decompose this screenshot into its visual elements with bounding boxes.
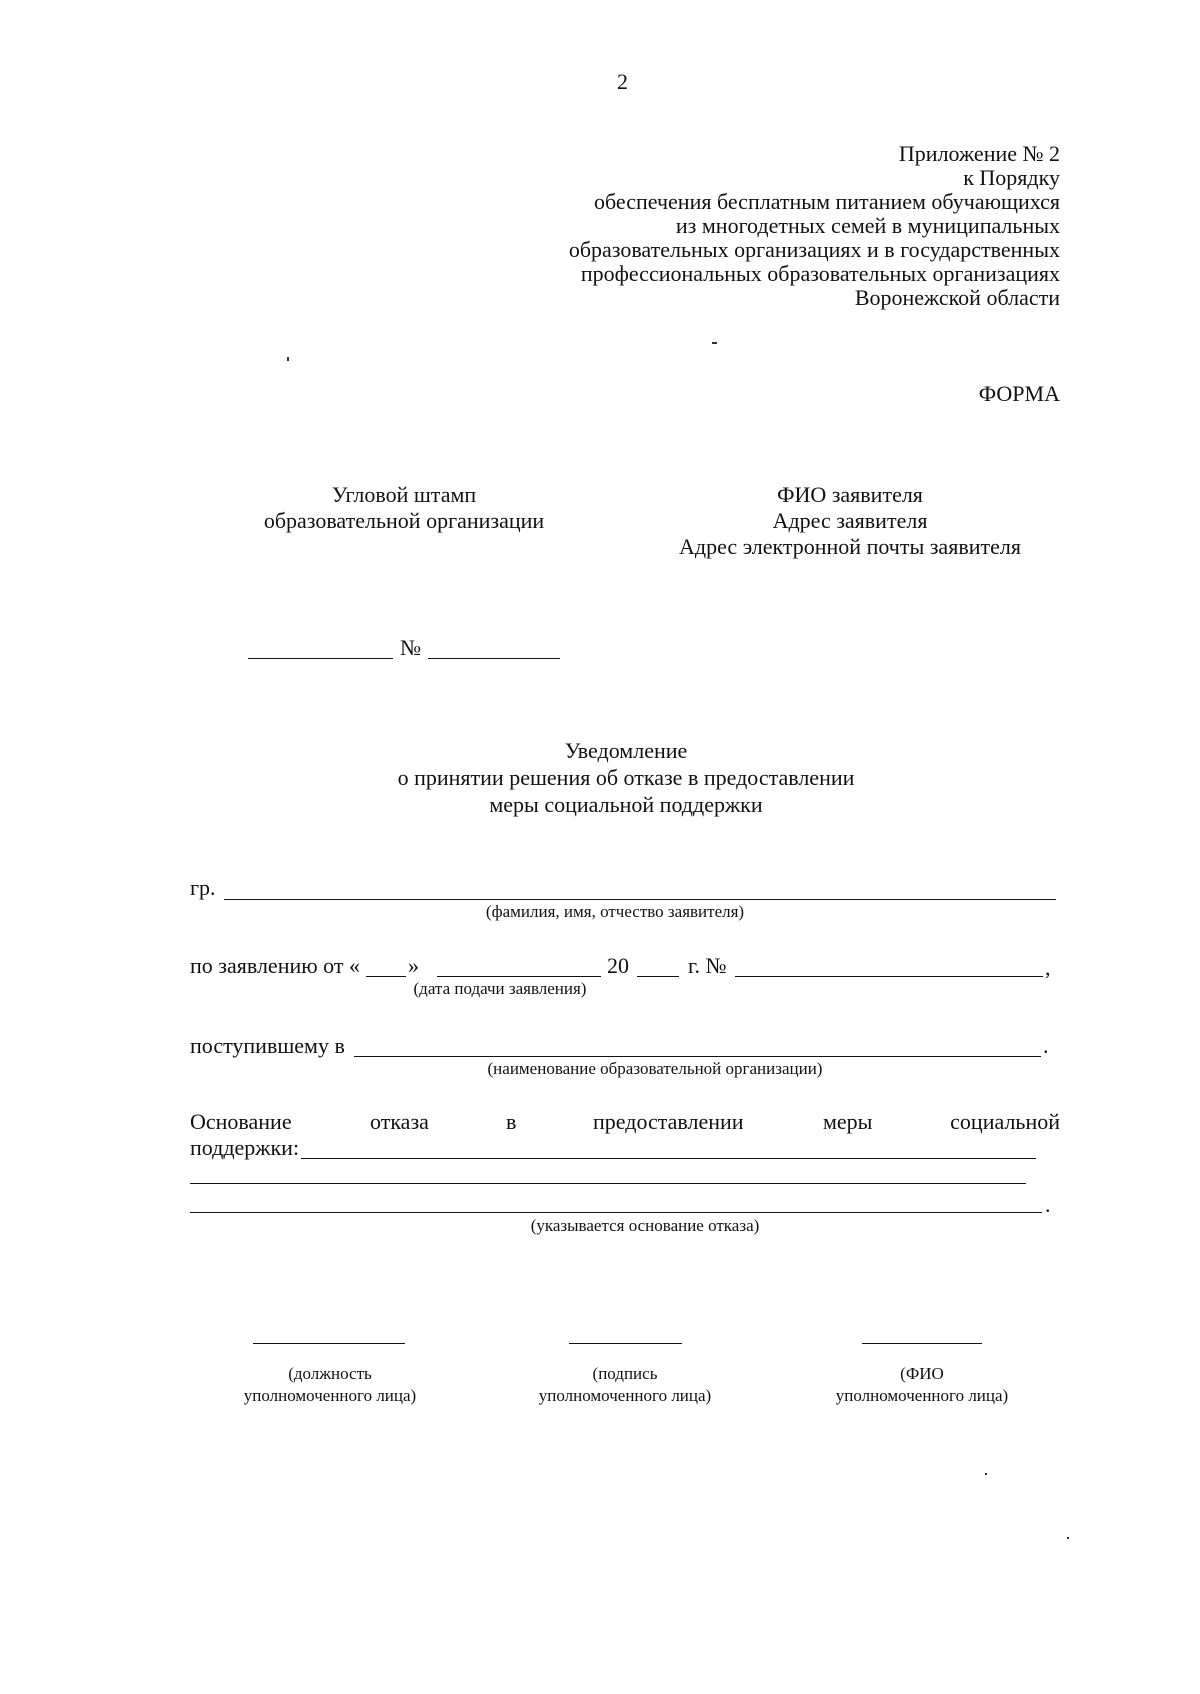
basis-word: отказа bbox=[370, 1109, 429, 1134]
document-title: Уведомление bbox=[564, 738, 688, 763]
application-month-field[interactable] bbox=[437, 976, 601, 977]
name-caption: уполномоченного лица) bbox=[835, 1386, 1009, 1405]
appendix-line: обеспечения бесплатным питанием обучающихся bbox=[594, 189, 1060, 214]
received-period: . bbox=[1043, 1033, 1049, 1058]
basis-field-line-1[interactable] bbox=[301, 1158, 1036, 1159]
application-year-prefix: 20 bbox=[607, 953, 629, 978]
form-label: ФОРМА bbox=[978, 381, 1060, 406]
basis-word: в bbox=[506, 1109, 517, 1134]
basis-word: Основание bbox=[190, 1109, 292, 1134]
application-year-suffix: г. № bbox=[688, 953, 727, 978]
application-number-field[interactable] bbox=[735, 976, 1043, 977]
page-number: 2 bbox=[617, 69, 628, 94]
basis-period: . bbox=[1045, 1192, 1051, 1217]
basis-word: предоставлении bbox=[593, 1109, 744, 1134]
appendix-line: из многодетных семей в муниципальных bbox=[675, 213, 1060, 238]
basis-field-line-3[interactable] bbox=[190, 1212, 1042, 1213]
application-comma: , bbox=[1045, 955, 1051, 980]
application-prefix: по заявлению от « bbox=[190, 953, 360, 978]
organization-field[interactable] bbox=[354, 1056, 1041, 1057]
document-title: меры социальной поддержки bbox=[489, 792, 763, 817]
reg-number-field[interactable] bbox=[428, 658, 560, 659]
scan-speck bbox=[1067, 1537, 1069, 1539]
basis-word: меры bbox=[823, 1109, 873, 1134]
application-caption: (дата подачи заявления) bbox=[413, 979, 587, 998]
position-caption: уполномоченного лица) bbox=[243, 1386, 417, 1405]
stamp-label: образовательной организации bbox=[263, 508, 545, 533]
application-close-quote: » bbox=[408, 953, 419, 978]
applicant-email-label: Адрес электронной почты заявителя bbox=[679, 534, 1021, 559]
signature-caption: уполномоченного лица) bbox=[538, 1386, 712, 1405]
appendix-line: профессиональных образовательных организациях bbox=[580, 261, 1060, 286]
citizen-name-field[interactable] bbox=[224, 899, 1056, 900]
citizen-caption: (фамилия, имя, отчество заявителя) bbox=[485, 902, 745, 921]
scan-speck bbox=[712, 342, 717, 344]
application-day-field[interactable] bbox=[366, 976, 406, 977]
signature-caption: (подпись bbox=[592, 1364, 658, 1383]
scan-speck bbox=[985, 1473, 987, 1475]
received-prefix: поступившему в bbox=[190, 1033, 345, 1058]
signature-line[interactable] bbox=[569, 1343, 682, 1344]
appendix-line: образовательных организациях и в государственных bbox=[568, 237, 1060, 262]
scan-speck bbox=[287, 357, 289, 361]
basis-caption: (указывается основание отказа) bbox=[530, 1216, 760, 1235]
reg-number-sign: № bbox=[400, 635, 421, 660]
basis-line2-prefix: поддержки: bbox=[190, 1135, 300, 1160]
stamp-label: Угловой штамп bbox=[331, 482, 477, 507]
received-caption: (наименование образовательной организации) bbox=[487, 1059, 823, 1078]
applicant-address-label: Адрес заявителя bbox=[772, 508, 928, 533]
citizen-prefix: гр. bbox=[190, 875, 216, 900]
appendix-line: Приложение № 2 bbox=[898, 141, 1060, 166]
applicant-name-label: ФИО заявителя bbox=[777, 482, 923, 507]
basis-field-line-2[interactable] bbox=[190, 1183, 1026, 1184]
application-year-field[interactable] bbox=[637, 976, 679, 977]
appendix-line: к Порядку bbox=[963, 165, 1060, 190]
basis-word: социальной bbox=[950, 1109, 1060, 1134]
name-signature-line[interactable] bbox=[862, 1343, 982, 1344]
position-caption: (должность bbox=[288, 1364, 372, 1383]
document-title: о принятии решения об отказе в предоставлении bbox=[397, 765, 855, 790]
reg-date-field[interactable] bbox=[248, 658, 393, 659]
position-signature-line[interactable] bbox=[253, 1343, 405, 1344]
appendix-line: Воронежской области bbox=[854, 285, 1060, 310]
name-caption: (ФИО bbox=[900, 1364, 944, 1383]
